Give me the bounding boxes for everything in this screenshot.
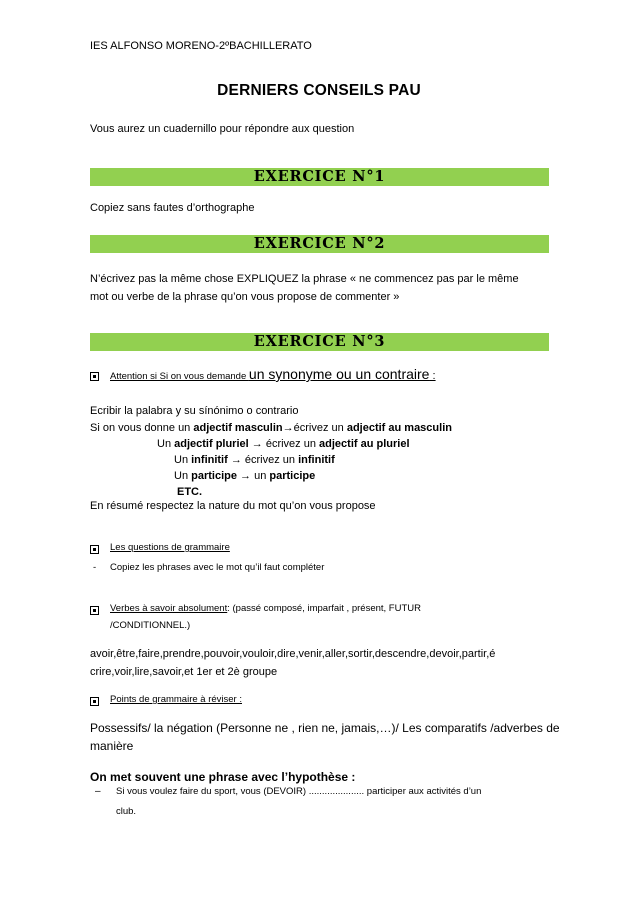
hypothesis-line-1: Si vous voulez faire du sport, vous (DEVOIR) ..................... participer aux activités d’un	[116, 786, 482, 797]
rule-2-source: adjectif pluriel	[174, 438, 249, 450]
verbs-heading: Verbes à savoir absolument	[110, 603, 228, 614]
points-line-2: manière	[90, 739, 134, 753]
arrow-right-icon: →	[227, 454, 245, 466]
square-bullet-icon	[90, 606, 99, 615]
hypothesis-dash: –	[95, 786, 101, 797]
points-heading: Points de grammaire à réviser :	[110, 694, 242, 705]
arrow-right-icon: →	[282, 422, 294, 434]
rule-4-target: participe	[269, 470, 316, 482]
points-line-1: Possessifs/ la négation (Personne ne , rien ne, jamais,…)/ Les comparatifs /adverbes de	[90, 721, 560, 735]
intro-text: Vous aurez un cuadernillo pour répondre aux question	[90, 123, 355, 135]
summary-line: En résumé respectez la nature du mot qu’on vous propose	[90, 500, 376, 512]
page-header: IES ALFONSO MORENO-2ºBACHILLERATO	[90, 40, 312, 52]
arrow-right-icon: →	[236, 470, 255, 482]
rule-4-source: participe	[191, 470, 237, 482]
exercise-1-heading: EXERCICE N°1	[90, 168, 549, 186]
verbs-tenses-cont: /CONDITIONNEL.)	[110, 620, 191, 631]
square-bullet-icon	[90, 697, 99, 706]
attention-label: Attention si Si on vous demande	[110, 371, 249, 382]
rule-3-prefix: Un	[174, 454, 192, 466]
exercise-2-heading: EXERCICE N°2	[90, 235, 549, 253]
rule-4-prefix: Un	[174, 470, 192, 482]
square-bullet-icon	[90, 372, 99, 381]
hypothesis-heading: On met souvent une phrase avec l’hypothèse :	[90, 770, 356, 784]
rule-3-target: infinitif	[298, 454, 335, 466]
exercise-2-line-2: mot ou verbe de la phrase qu’on vous propose de commenter »	[90, 291, 400, 303]
rule-2-target: adjectif au pluriel	[319, 438, 410, 450]
page-title: DERNIERS CONSEILS PAU	[217, 82, 421, 99]
rule-line-4	[174, 468, 315, 484]
attention-line	[110, 366, 436, 384]
rule-1-target: adjectif au masculin	[346, 422, 452, 434]
grammar-heading: Les questions de grammaire	[110, 542, 230, 553]
attention-colon: :	[429, 370, 436, 382]
rule-line-1	[90, 420, 452, 436]
verbs-list-line-2: crire,voir,lire,savoir,et 1er et 2è groupe	[90, 666, 278, 678]
rule-1-source: adjectif masculin	[193, 422, 283, 434]
rule-line-3	[174, 452, 335, 468]
verbs-heading-line	[110, 603, 421, 614]
rule-3-source: infinitif	[191, 454, 228, 466]
rule-line-2	[157, 436, 410, 452]
hypothesis-line-2: club.	[116, 806, 137, 817]
verbs-list-line-1: avoir,être,faire,prendre,pouvoir,vouloir,dire,venir,aller,sortir,descendre,devoir,partir,é	[90, 648, 496, 660]
square-bullet-icon	[90, 545, 99, 554]
exercise-1-text: Copiez sans fautes d’orthographe	[90, 202, 255, 214]
instruction-line: Ecribir la palabra y su sínónimo o contrario	[90, 405, 299, 417]
verbs-colon: :	[227, 603, 230, 614]
verbs-tenses: (passé composé, imparfait , présent, FUTUR	[229, 603, 421, 614]
exercise-2-text	[90, 270, 519, 306]
grammar-item: Copiez les phrases avec le mot qu’il faut compléter	[110, 562, 325, 573]
rule-2-prefix: Un	[157, 438, 175, 450]
rule-1-verb: écrivez un	[293, 422, 347, 434]
arrow-right-icon: →	[248, 438, 266, 450]
rule-etc: ETC.	[177, 486, 203, 498]
grammar-dash: -	[93, 562, 97, 573]
rule-2-verb: écrivez un	[265, 438, 320, 450]
rule-4-verb: un	[254, 470, 270, 482]
rule-3-verb: écrivez un	[244, 454, 299, 466]
rule-1-prefix: Si on vous donne un	[90, 422, 194, 434]
attention-emphasis: un synonyme ou un contraire	[248, 366, 430, 382]
exercise-2-line-1: N’écrivez pas la même chose EXPLIQUEZ la phrase « ne commencez pas par le même	[90, 273, 519, 285]
exercise-3-heading: EXERCICE N°3	[90, 333, 549, 351]
